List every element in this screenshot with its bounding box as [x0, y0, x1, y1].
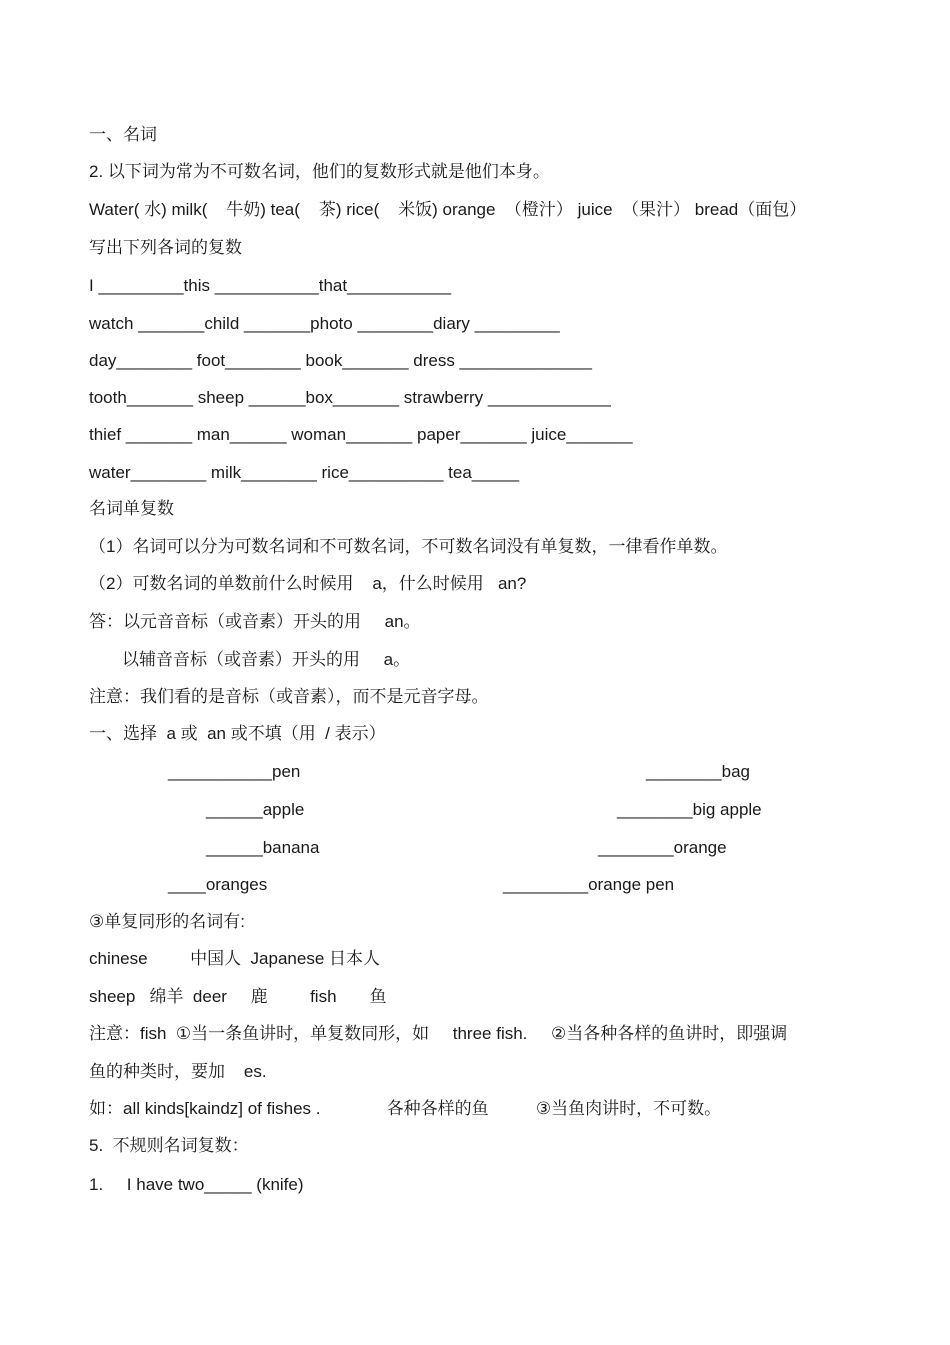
- plural-exercise-row: I _________this ___________that___________: [89, 276, 452, 295]
- uncountable-examples: Water( 水) milk( 牛奶) tea( 茶) rice( 米饭) orange （橙汁） juice （果汁） bread（面包）: [89, 200, 807, 219]
- section-heading-nouns: 一、名词: [89, 125, 157, 144]
- exercise-heading-articles: 一、选择 a 或 an 或不填（用 / 表示）: [89, 724, 386, 743]
- note-fish: 注意：fish ①当一条鱼讲时，单复数同形，如 three fish. ②当各种各样的鱼讲时，即强调: [89, 1024, 788, 1043]
- choice-big-apple: ________big apple: [617, 800, 762, 819]
- rule-uncountable: 2. 以下词为常为不可数名词，他们的复数形式就是他们本身。: [89, 162, 550, 181]
- note-fish-example: 如：all kinds[kaindz] of fishes . 各种各样的鱼 ③当鱼肉讲时，不可数。: [89, 1099, 722, 1118]
- note-phonetics: 注意：我们看的是音标（或音素），而不是元音字母。: [89, 687, 489, 706]
- plural-exercise-row: thief _______ man______ woman_______ paper_______ juice_______: [89, 425, 633, 444]
- choice-oranges: ____oranges: [168, 875, 268, 894]
- choice-pen: ___________pen: [168, 762, 301, 781]
- answer-an: 答：以元音音标（或音素）开头的用 an。: [89, 612, 421, 631]
- same-form-examples: sheep 绵羊 deer 鹿 fish 鱼: [89, 987, 387, 1006]
- section-heading-singular-plural: 名词单复数: [89, 499, 174, 518]
- plural-exercise-row: tooth_______ sheep ______box_______ strawberry _____________: [89, 388, 611, 407]
- plural-exercise-row: watch _______child _______photo ________diary _________: [89, 314, 560, 333]
- section-heading-irregular: 5. 不规则名词复数：: [89, 1136, 249, 1155]
- irregular-exercise-1: 1. I have two_____ (knife): [89, 1175, 304, 1194]
- exercise-heading-plurals: 写出下列各词的复数: [89, 238, 242, 257]
- plural-exercise-row: day________ foot________ book_______ dress ______________: [89, 351, 592, 370]
- rule-1: （1）名词可以分为可数名词和不可数名词，不可数名词没有单复数，一律看作单数。: [89, 537, 728, 556]
- section-heading-same-form: ③单复同形的名词有:: [89, 912, 245, 931]
- choice-banana: ______banana: [206, 838, 320, 857]
- rule-2: （2）可数名词的单数前什么时候用 a，什么时候用 an?: [89, 574, 527, 593]
- choice-apple: ______apple: [206, 800, 305, 819]
- answer-a: 以辅音音标（或音素）开头的用 a。: [89, 650, 411, 669]
- choice-bag: ________bag: [646, 762, 751, 781]
- note-fish-cont: 鱼的种类时，要加 es.: [89, 1062, 267, 1081]
- choice-orange-pen: _________orange pen: [503, 875, 675, 894]
- same-form-examples: chinese 中国人 Japanese 日本人: [89, 949, 381, 968]
- choice-orange: ________orange: [598, 838, 727, 857]
- plural-exercise-row: water________ milk________ rice__________ tea_____: [89, 463, 520, 482]
